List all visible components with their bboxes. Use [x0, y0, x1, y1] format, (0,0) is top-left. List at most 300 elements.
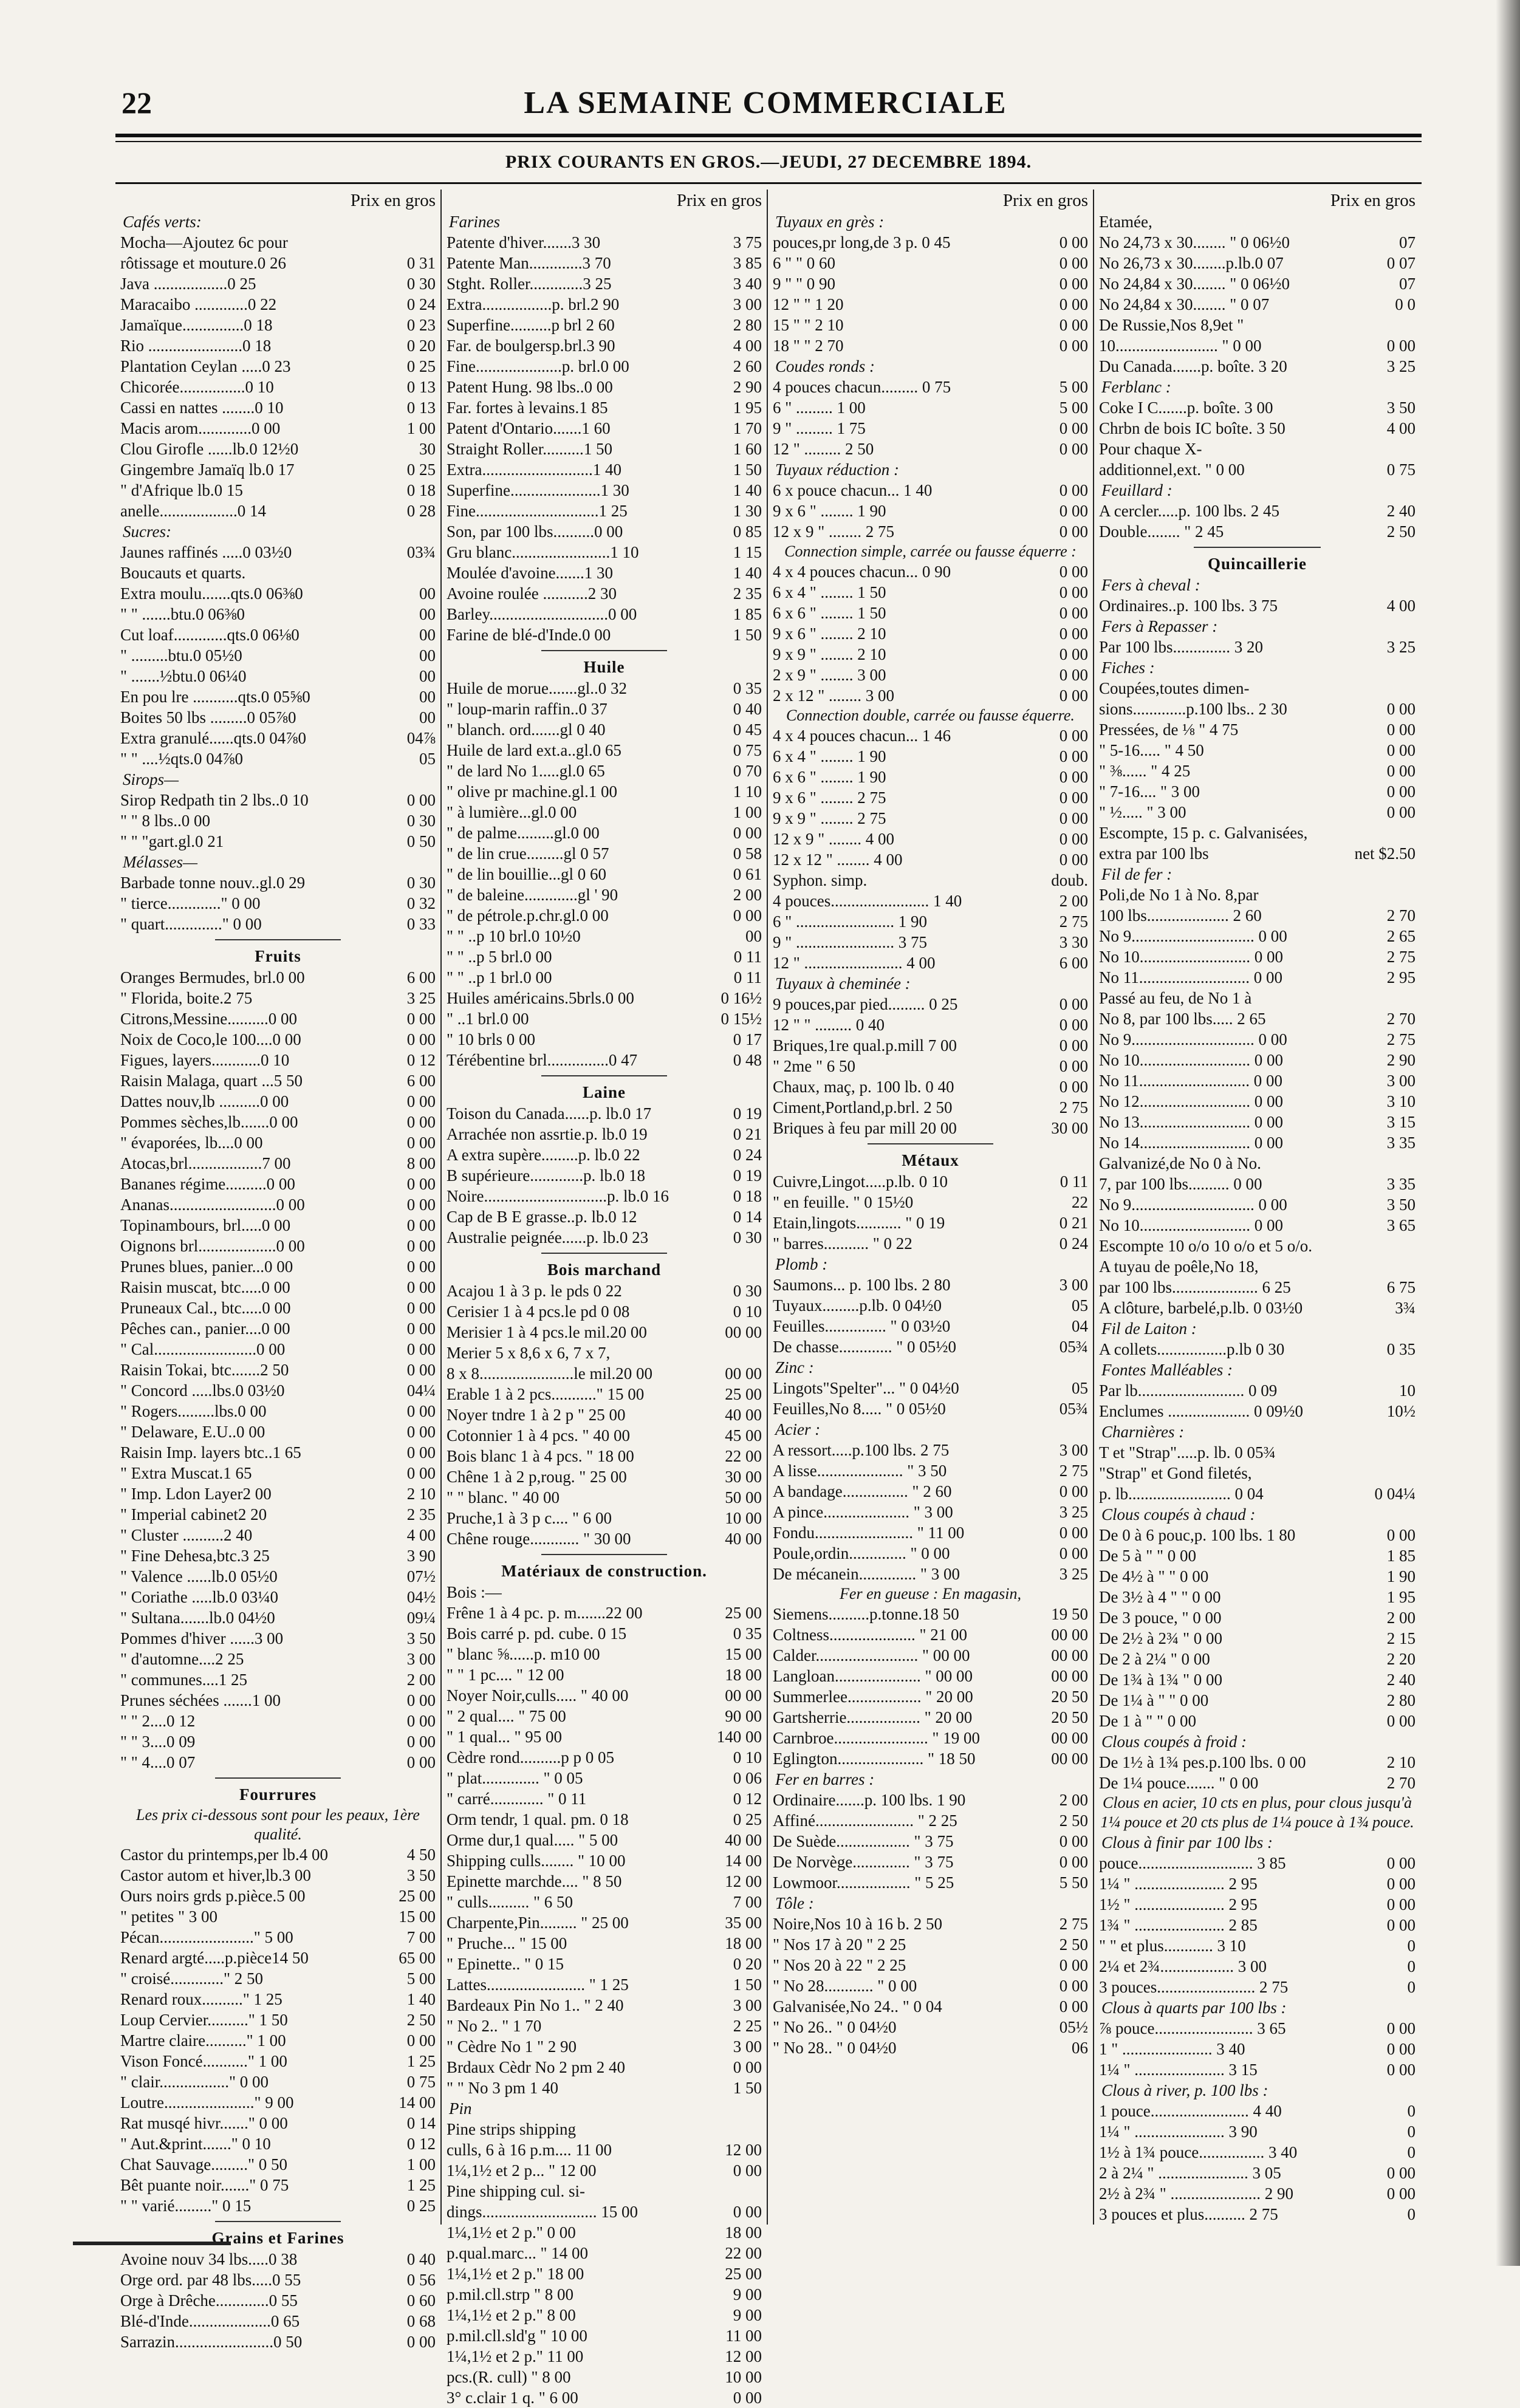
item-name: " " 2....0 12 — [120, 1712, 196, 1730]
item-name: Prunes blues, panier...0 00 — [120, 1257, 293, 1276]
price-row — [447, 273, 762, 294]
item-price: 0 00 — [1059, 1853, 1088, 1871]
item-price: 0 20 — [733, 1955, 762, 1973]
item-price: 0 30 — [406, 812, 436, 830]
price-row — [120, 253, 436, 273]
price-row — [1099, 1463, 1416, 1483]
subsection-heading: Tuyaux en grès : — [775, 213, 885, 231]
price-row — [447, 1706, 762, 1726]
item-price: 3 00 — [733, 1996, 762, 2014]
price-row — [773, 1975, 1088, 1996]
section-heading: Métaux — [902, 1151, 959, 1169]
item-price — [1412, 1236, 1416, 1256]
item-name: Bardeaux Pin No 1.. " 2 40 — [447, 1996, 624, 2014]
price-row — [1099, 315, 1416, 335]
item-price: 3 75 — [733, 233, 762, 251]
price-row — [120, 1194, 436, 1215]
section-separator — [215, 1777, 341, 1779]
item-price: 3 10 — [1386, 1092, 1416, 1110]
subsection-heading: Feuillard : — [1101, 481, 1173, 499]
item-price: 2 90 — [733, 378, 762, 396]
item-name: Superfine......................1 30 — [447, 481, 629, 499]
item-price: 0 00 — [1059, 337, 1088, 355]
price-row — [447, 1995, 762, 2016]
price-row — [773, 561, 1088, 582]
price-row — [447, 1425, 762, 1446]
subsection-heading: Fers à Repasser : — [1101, 617, 1218, 635]
header-rule — [115, 134, 1422, 137]
price-row — [1099, 1339, 1416, 1360]
item-price: 0 00 — [1059, 502, 1088, 520]
item-price: 0 00 — [1386, 2040, 1416, 2058]
price-row — [120, 2290, 436, 2311]
price-row — [447, 2160, 762, 2181]
item-name: 12 " " 1 20 — [773, 295, 844, 313]
price-column — [768, 190, 1094, 2225]
item-name: " .........btu.0 05½0 — [120, 646, 242, 665]
item-price: 4 00 — [1386, 597, 1416, 615]
item-name: Rat musqé hivr......." 0 00 — [120, 2114, 288, 2132]
price-row — [120, 335, 436, 356]
item-price: 07½ — [406, 1567, 436, 1585]
item-name: Jaunes raffinés .....0 03½0 — [120, 543, 292, 561]
section-note: Connection simple, carrée ou fausse équerre : — [784, 542, 1077, 560]
item-price: 0 00 — [1386, 720, 1416, 739]
price-row — [120, 2154, 436, 2175]
price-row — [1099, 1977, 1416, 1997]
price-row — [120, 1844, 436, 1865]
price-row — [1099, 1649, 1416, 1669]
item-price: 0 33 — [406, 915, 436, 933]
item-name: " No 26.. " 0 04½0 — [773, 2018, 897, 2036]
item-name: 6 x 4 " ........ 1 50 — [773, 583, 886, 601]
price-row — [447, 1404, 762, 1425]
item-name: " de baleine.............gl ' 90 — [447, 886, 618, 904]
price-row — [120, 1380, 436, 1401]
price-row — [1099, 2142, 1416, 2163]
item-name: " blanc ⅝......p. m10 00 — [447, 1645, 600, 1663]
item-price: 0 00 — [1386, 1875, 1416, 1893]
price-row — [1099, 1070, 1416, 1091]
price-row — [120, 1566, 436, 1587]
item-price: 0 10 — [733, 1748, 762, 1767]
item-name: 2 x 12 " ........ 3 00 — [773, 686, 895, 705]
item-price: 0 00 — [1059, 563, 1088, 581]
item-price: 05 — [419, 750, 436, 768]
item-price: 0 00 — [1386, 2184, 1416, 2203]
item-price: 04⅞ — [406, 729, 436, 747]
item-price: 1 15 — [733, 543, 762, 561]
item-price: 0 00 — [1059, 686, 1088, 705]
item-price: 4 00 — [406, 1526, 436, 1544]
price-row — [120, 831, 436, 852]
item-price: 0 60 — [406, 2291, 436, 2310]
price-row — [447, 2057, 762, 2078]
item-name: p.mil.cll.sld'g " 10 00 — [447, 2327, 587, 2345]
section-separator — [541, 650, 668, 651]
price-row — [773, 1934, 1088, 1955]
price-row — [773, 1014, 1088, 1035]
item-name: Fondu........................ " 11 00 — [773, 1524, 965, 1542]
price-row — [773, 1295, 1088, 1316]
price-row — [447, 563, 762, 583]
item-price: 0 58 — [733, 844, 762, 863]
item-price: 0 00 — [406, 791, 436, 809]
price-row — [1099, 1853, 1416, 1873]
item-price: 0 00 — [1386, 782, 1416, 801]
price-row — [120, 1298, 436, 1318]
item-name: Cèdre rond..........p p 0 05 — [447, 1748, 614, 1767]
price-row — [1099, 699, 1416, 719]
price-row — [1099, 459, 1416, 480]
item-price: 40 00 — [725, 1406, 762, 1424]
item-name: Stght. Roller.............3 25 — [447, 275, 612, 293]
item-price: 0 — [1407, 1978, 1416, 1996]
item-price: 0 16½ — [721, 989, 762, 1007]
item-name: 100 lbs.................... 2 60 — [1099, 906, 1262, 925]
item-name: " " ..p 10 brl.0 10½0 — [447, 927, 581, 945]
item-name: " Rogers.........lbs.0 00 — [120, 1402, 267, 1420]
item-name: Oranges Bermudes, brl.0 00 — [120, 968, 305, 987]
item-name: " Valence ......lb.0 05½0 — [120, 1567, 278, 1585]
price-row — [120, 583, 436, 604]
item-name: De 0 à 6 pouc,p. 100 lbs. 1 80 — [1099, 1526, 1296, 1544]
price-row — [447, 397, 762, 418]
item-price: 8 00 — [406, 1154, 436, 1172]
item-price — [1412, 1153, 1416, 1174]
price-row — [120, 2195, 436, 2216]
item-name: 8 x 8.......................le mil.20 00 — [447, 1364, 652, 1383]
item-price: 1 30 — [733, 502, 762, 520]
item-name: No 24,84 x 30........ " 0 07 — [1099, 295, 1270, 313]
price-row — [447, 1508, 762, 1528]
price-row — [1099, 501, 1416, 521]
item-name: Fine..............................1 25 — [447, 502, 628, 520]
price-row — [773, 232, 1088, 253]
item-name: Cuivre,Lingot.....p.lb. 0 10 — [773, 1172, 948, 1191]
item-price: 10½ — [1386, 1402, 1416, 1420]
item-price: 4 00 — [733, 337, 762, 355]
item-name: 6 x 4 " ........ 1 90 — [773, 747, 886, 765]
item-name: No 9.............................. 0 00 — [1099, 1030, 1287, 1048]
item-price: 0 00 — [1059, 1832, 1088, 1850]
price-row — [447, 1206, 762, 1227]
item-price: 0 12 — [406, 2135, 436, 2153]
price-row — [773, 1790, 1088, 1810]
item-name: De mécanein.............. " 3 00 — [773, 1565, 960, 1583]
price-row — [120, 1587, 436, 1607]
item-name: De 5 à " " 0 00 — [1099, 1547, 1197, 1565]
price-row — [447, 1384, 762, 1404]
item-price: 0 11 — [733, 968, 762, 987]
subsection-heading: Cafés verts: — [123, 213, 202, 231]
item-price: 0 00 — [1386, 762, 1416, 780]
price-row — [1099, 595, 1416, 616]
price-row — [447, 926, 762, 946]
subsection-heading: Clous coupés à chaud : — [1101, 1505, 1256, 1524]
price-row — [120, 988, 436, 1008]
item-price: 04 — [1072, 1317, 1088, 1335]
price-row — [773, 1192, 1088, 1213]
item-name: 15 " " 2 10 — [773, 316, 844, 334]
item-name: 6 " " 0 60 — [773, 254, 836, 272]
item-price: 0 00 — [406, 1195, 436, 1214]
price-row — [447, 1528, 762, 1549]
item-name: " Delaware, E.U..0 00 — [120, 1423, 265, 1441]
item-name: Pruche,1 à 3 p c.... " 6 00 — [447, 1509, 612, 1527]
price-row — [773, 1645, 1088, 1666]
item-name: " Nos 20 à 22 " 2 25 — [773, 1956, 906, 1974]
price-row — [1099, 1112, 1416, 1132]
item-name: De 1¾ à 1¾ " 0 00 — [1099, 1671, 1222, 1689]
price-row — [773, 1914, 1088, 1934]
price-row — [1099, 253, 1416, 273]
item-price: 0 07 — [1386, 254, 1416, 272]
item-price: 0 00 — [1059, 1997, 1088, 2016]
item-name: De chasse............. " 0 05½0 — [773, 1338, 956, 1356]
price-row — [1099, 781, 1416, 802]
price-row — [447, 719, 762, 740]
price-row — [120, 1545, 436, 1566]
item-price: 2 00 — [406, 1671, 436, 1689]
price-row — [1099, 2183, 1416, 2204]
item-price: 0 00 — [1059, 830, 1088, 848]
item-price: 1 50 — [733, 1975, 762, 1994]
item-price: 7 00 — [733, 1893, 762, 1911]
price-row — [773, 501, 1088, 521]
item-price: 40 00 — [725, 1530, 762, 1548]
item-name: Lattes........................ " 1 25 — [447, 1975, 629, 1994]
item-price — [1412, 1256, 1416, 1277]
price-row — [447, 2263, 762, 2284]
price-row — [1099, 1915, 1416, 1935]
price-row — [120, 563, 436, 583]
item-price: 0 85 — [733, 522, 762, 541]
item-price: 2 75 — [1059, 1915, 1088, 1933]
price-row — [447, 439, 762, 459]
item-name: 12 x 9 " ........ 4 00 — [773, 830, 895, 848]
price-row — [120, 1607, 436, 1628]
item-price: 1 85 — [1386, 1547, 1416, 1565]
price-row — [773, 685, 1088, 706]
subsection-heading: Clous à quarts par 100 lbs : — [1101, 1999, 1287, 2017]
item-price: 18 00 — [725, 1934, 762, 1952]
item-price: 0 19 — [733, 1166, 762, 1185]
price-row — [773, 829, 1088, 849]
item-name: De Suède.................. " 3 75 — [773, 1832, 954, 1850]
price-row — [773, 418, 1088, 439]
item-price: 6 00 — [406, 1072, 436, 1090]
item-price: 15 00 — [399, 1907, 436, 1926]
item-price: 0 13 — [406, 398, 436, 417]
section-separator — [541, 1554, 668, 1555]
item-price: 0 35 — [1386, 1340, 1416, 1358]
item-name: p.mil.cll.strp " 8 00 — [447, 2285, 574, 2304]
item-price: 1 50 — [733, 2079, 762, 2097]
price-row — [1099, 211, 1416, 232]
item-price: 35 00 — [725, 1914, 762, 1932]
price-row — [447, 1623, 762, 1644]
item-price — [1412, 1463, 1416, 1483]
item-price: 1 90 — [1386, 1567, 1416, 1585]
price-row — [120, 810, 436, 831]
price-row — [1099, 1566, 1416, 1587]
price-row — [447, 1281, 762, 1301]
item-price: 2 50 — [406, 2011, 436, 2029]
item-name: " plat.............. " 0 05 — [447, 1769, 583, 1787]
item-name: 7, par 100 lbs.......... 0 00 — [1099, 1175, 1262, 1193]
item-price: 0 15½ — [721, 1010, 762, 1028]
item-name: 4 pouces........................ 1 40 — [773, 892, 962, 910]
item-name: Huile de morue.......gl..0 32 — [447, 679, 627, 697]
item-name: 1¼ " ...................... 2 95 — [1099, 1875, 1258, 1893]
item-name: Raisin muscat, btc.....0 00 — [120, 1278, 290, 1296]
page-edge-shadow — [1496, 0, 1520, 2266]
item-name: " " No 3 pm 1 40 — [447, 2079, 559, 2097]
section-heading: Bois marchand — [547, 1260, 662, 1279]
item-name: Blé-d'Inde....................0 65 — [120, 2312, 300, 2330]
price-row — [120, 2092, 436, 2113]
price-row — [773, 1748, 1088, 1769]
price-row — [773, 953, 1088, 973]
item-name: Avoine roulée ...........2 30 — [447, 584, 617, 603]
item-price: 0 00 — [1059, 583, 1088, 601]
item-price: 1 00 — [406, 2155, 436, 2174]
price-row — [1099, 1442, 1416, 1463]
price-row — [773, 1274, 1088, 1295]
item-name: 9 " " 0 90 — [773, 275, 836, 293]
item-price: 0 30 — [733, 1228, 762, 1247]
price-row — [447, 1974, 762, 1995]
item-name: Galvanizé,de No 0 à No. — [1099, 1154, 1261, 1172]
price-row — [447, 1186, 762, 1206]
item-name: A pince..................... " 3 00 — [773, 1503, 953, 1521]
item-name: 3 pouces et plus.......... 2 75 — [1099, 2205, 1278, 2223]
item-name: Pine strips shipping — [447, 2120, 577, 2138]
item-price: 3 90 — [406, 1547, 436, 1565]
item-price: 2 90 — [1386, 1051, 1416, 1069]
price-row — [120, 356, 436, 377]
item-price: 0 00 — [1059, 316, 1088, 334]
item-price: 2 75 — [1386, 948, 1416, 966]
item-price: 2 10 — [406, 1485, 436, 1503]
item-name: Bois :— — [447, 1583, 502, 1601]
item-name: Du Canada.......p. boîte. 3 20 — [1099, 357, 1287, 375]
item-name: 3 pouces........................ 2 75 — [1099, 1978, 1289, 1996]
item-name: 9 x 6 " ........ 1 90 — [773, 502, 886, 520]
item-name: Superfine..........p brl 2 60 — [447, 316, 615, 334]
item-name: " Extra Muscat.1 65 — [120, 1464, 252, 1482]
item-name: " clair................." 0 00 — [120, 2073, 269, 2091]
item-price: 1 95 — [733, 398, 762, 417]
item-name: Dattes nouv,lb ..........0 00 — [120, 1092, 289, 1110]
item-price: 0 00 — [1059, 522, 1088, 541]
item-price: 25 00 — [399, 1887, 436, 1905]
item-price: 1 60 — [733, 440, 762, 458]
item-price: 0 30 — [406, 874, 436, 892]
item-price — [1412, 315, 1416, 335]
item-name: Etain,lingots........... " 0 19 — [773, 1214, 945, 1232]
item-name: Ordinaire.......p. 100 lbs. 1 90 — [773, 1791, 966, 1809]
item-name: Ours noirs grds p.pièce.5 00 — [120, 1887, 306, 1905]
item-price — [1412, 439, 1416, 459]
item-price — [432, 563, 436, 583]
price-row — [1099, 946, 1416, 967]
item-name: " d'automne....2 25 — [120, 1650, 244, 1668]
price-row — [447, 1747, 762, 1768]
item-name: A cercler.....p. 100 lbs. 2 45 — [1099, 502, 1279, 520]
price-row — [447, 624, 762, 645]
item-price: 0 28 — [406, 502, 436, 520]
item-price: 22 00 — [725, 2244, 762, 2262]
price-row — [447, 315, 762, 335]
item-price: 5 00 — [406, 1969, 436, 1988]
item-price — [1412, 823, 1416, 843]
item-name: Tuyaux.........p.lb. 0 04½0 — [773, 1296, 942, 1315]
item-name: En pou lre ...........qts.0 05⅝0 — [120, 688, 310, 706]
item-price: 6 00 — [1059, 954, 1088, 972]
item-name: No 14........................... 0 00 — [1099, 1134, 1283, 1152]
price-row — [120, 1906, 436, 1927]
price-row — [120, 2113, 436, 2133]
item-name: 2¼ et 2¾.................. 3 00 — [1099, 1957, 1267, 1975]
price-row — [1099, 823, 1416, 843]
item-price: 0 00 — [406, 1216, 436, 1234]
price-row — [773, 644, 1088, 665]
price-row — [447, 1850, 762, 1871]
price-column — [115, 190, 442, 2351]
price-row — [120, 1091, 436, 1112]
item-price: 0 12 — [733, 1790, 762, 1808]
item-name: Briques à feu par mill 20 00 — [773, 1119, 957, 1137]
item-price: 3 25 — [1059, 1503, 1088, 1521]
item-name: Avoine nouv 34 lbs.....0 38 — [120, 2250, 298, 2268]
item-name: " No 28.. " 0 04½0 — [773, 2039, 897, 2057]
price-row — [120, 1948, 436, 1968]
item-price — [1412, 211, 1416, 232]
item-price: 0 00 — [1059, 809, 1088, 827]
item-name: 4 x 4 pouces chacun... 0 90 — [773, 563, 951, 581]
item-price: 3 00 — [733, 295, 762, 313]
price-row — [120, 1256, 436, 1277]
item-name: Poule,ordin.............. " 0 00 — [773, 1544, 950, 1562]
item-price: 0 00 — [1059, 1956, 1088, 1974]
item-price: 0 00 — [1386, 337, 1416, 355]
item-name: De 4½ à " " 0 00 — [1099, 1567, 1209, 1585]
item-price: 0 25 — [733, 1810, 762, 1828]
price-row — [773, 397, 1088, 418]
price-row — [120, 1008, 436, 1029]
item-price: 0 00 — [406, 1030, 436, 1048]
price-row — [773, 665, 1088, 685]
price-row — [1099, 905, 1416, 926]
item-name: 9 x 6 " ........ 2 10 — [773, 624, 886, 643]
price-row — [447, 905, 762, 926]
price-row — [447, 1954, 762, 1974]
price-row — [1099, 1956, 1416, 1977]
price-row — [120, 707, 436, 728]
price-row — [773, 603, 1088, 623]
subsection-heading: Mélasses— — [123, 853, 197, 871]
item-name: No 11........................... 0 00 — [1099, 968, 1282, 987]
section-heading: Laine — [582, 1083, 626, 1101]
item-price: 00 00 — [725, 1686, 762, 1705]
price-row — [120, 686, 436, 707]
item-name: " " .......btu.0 06⅜0 — [120, 605, 245, 623]
item-price: 0 00 — [406, 1134, 436, 1152]
item-price: 9 00 — [733, 2285, 762, 2304]
item-name: De 2½ à 2¾ " 0 00 — [1099, 1629, 1222, 1647]
